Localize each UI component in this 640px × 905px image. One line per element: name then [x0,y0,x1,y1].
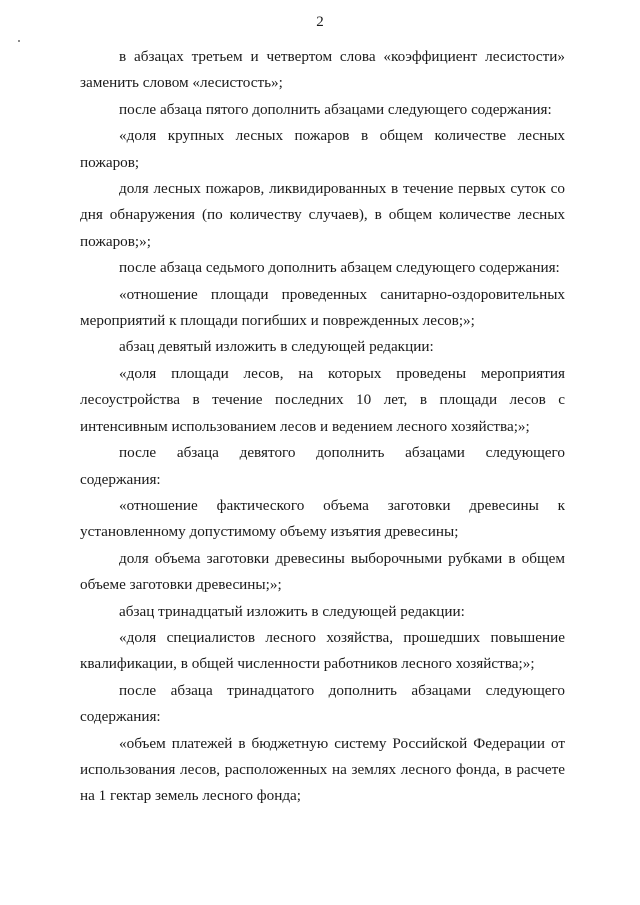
paragraph: в абзацах третьем и четвертом слова «коэффициент лесистости» заменить словом «лесистость»; [80,48,565,92]
paragraph: доля объема заготовки древесины выборочными рубками в общем объеме заготовки древесины;»; [80,549,565,594]
paragraph: абзац тринадцатый изложить в следующей редакции: [119,602,465,620]
paragraph: «доля площади лесов, на которых проведены мероприятия лесоустройства в течение последних 10 лет, в площади лесов с интенсивным использованием лесов и ведением лесного хозяйства;»; [80,364,565,435]
paragraph: доля лесных пожаров, ликвидированных в течение первых суток со дня обнаружения (по количеству случаев), в общем количестве лесных пожаров;»; [80,180,565,250]
paragraph: «отношение фактического объема заготовки древесины к установленному допустимому объему изъятия древесины; [80,496,565,541]
paragraph: «доля специалистов лесного хозяйства, прошедших повышение квалификации, в общей численности работников лесного хозяйства;»; [80,628,565,673]
page-number: 2 [316,14,324,30]
paragraph: после абзаца девятого дополнить абзацами следующего содержания: [80,444,565,488]
scan-speck [18,40,20,42]
paragraph: абзац девятый изложить в следующей редакции: [119,338,434,356]
paragraph: «доля крупных лесных пожаров в общем количестве лесных пожаров; [80,127,565,171]
paragraph: после абзаца пятого дополнить абзацами следующего содержания: [119,100,552,118]
document-body [80,44,565,810]
paragraph: после абзаца седьмого дополнить абзацем следующего содержания: [119,259,560,277]
paragraph: «объем платежей в бюджетную систему Российской Федерации от использования лесов, расположенных на землях лесного фонда, в расчете на 1 гектар земель лесного фонда; [80,734,565,805]
paragraph: «отношение площади проведенных санитарно-оздоровительных мероприятий к площади погибших и поврежденных лесов;»; [80,285,565,330]
paragraph: после абзаца тринадцатого дополнить абзацами следующего содержания: [80,681,565,726]
